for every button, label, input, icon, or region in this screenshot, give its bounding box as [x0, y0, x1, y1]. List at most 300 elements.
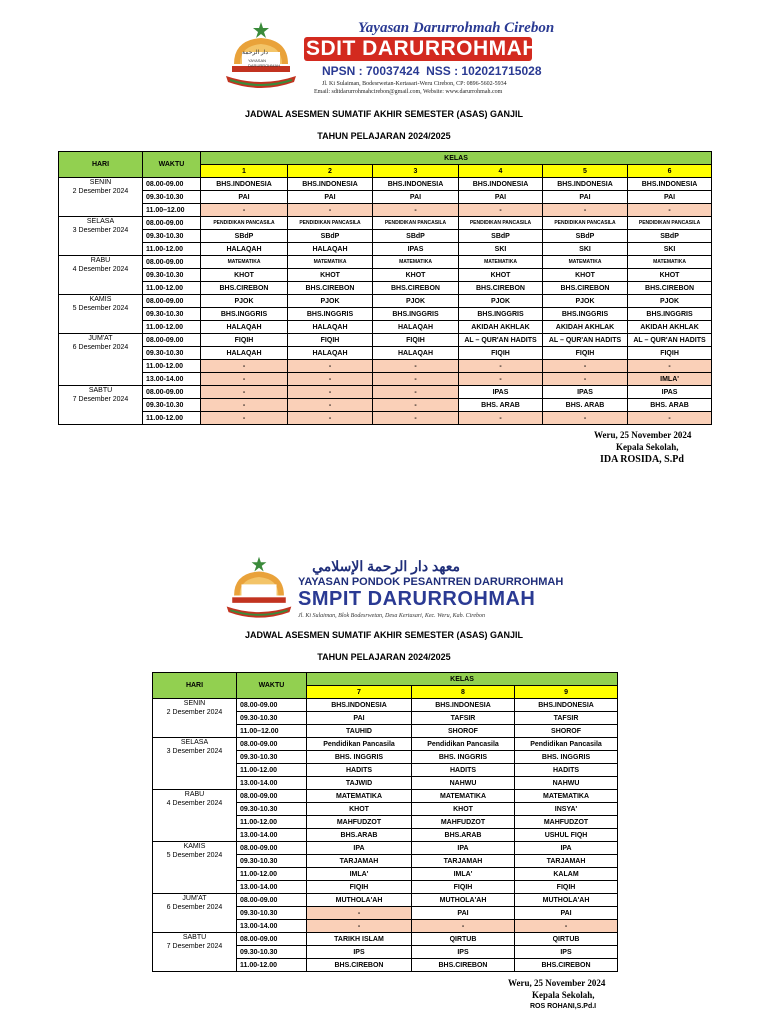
subject-cell: -: [459, 360, 543, 373]
time-slot: 13.00-14.00: [237, 777, 307, 790]
time-slot: 11.00-12.00: [237, 816, 307, 829]
subject-cell: BHS.INDONESIA: [201, 178, 288, 191]
subject-cell: -: [201, 386, 288, 399]
subject-cell: -: [628, 204, 712, 217]
time-slot: 13.00-14.00: [237, 920, 307, 933]
subject-cell: BHS.INDONESIA: [543, 178, 628, 191]
subject-cell: -: [288, 399, 373, 412]
day-name: SENIN: [89, 179, 112, 186]
sdit-foundation-name: Yayasan Darurrohmah Cirebon: [358, 20, 555, 36]
subject-cell: -: [201, 360, 288, 373]
subject-cell: MATEMATIKA: [412, 790, 515, 803]
day-name: JUM'AT: [182, 895, 207, 902]
time-slot: 11.00–12.00: [143, 204, 201, 217]
subject-cell: BHS. ARAB: [543, 399, 628, 412]
time-slot: 11.00–12.00: [237, 725, 307, 738]
day-name: RABU: [184, 791, 205, 798]
subject-cell: KHOT: [201, 269, 288, 282]
subject-cell: BHS.INDONESIA: [412, 699, 515, 712]
subject-cell: BHS.INGGRIS: [201, 308, 288, 321]
day-cell: [59, 295, 143, 334]
table-row: [59, 347, 712, 360]
subject-cell: -: [307, 907, 412, 920]
subject-cell: Pendidikan Pancasila: [412, 738, 515, 751]
subject-cell: MATEMATIKA: [543, 256, 628, 269]
subject-cell: NAHWU: [515, 777, 618, 790]
subject-cell: BHS.CIREBON: [307, 959, 412, 972]
subject-cell: TARJAMAH: [515, 855, 618, 868]
subject-cell: MATEMATIKA: [373, 256, 459, 269]
subject-cell: HALAQAH: [288, 321, 373, 334]
subject-cell: PAI: [373, 191, 459, 204]
smpit-year: TAHUN PELAJARAN 2024/2025: [317, 652, 451, 662]
subject-cell: QIRTUB: [515, 933, 618, 946]
sdit-logo-caption: YAYASAN DARURROHMAH: [248, 58, 280, 68]
subject-cell: MAHFUDZOT: [515, 816, 618, 829]
time-slot: 08.00-09.00: [143, 386, 201, 399]
day-name: SENIN: [183, 700, 206, 707]
subject-cell: -: [373, 386, 459, 399]
subject-cell: -: [373, 360, 459, 373]
subject-cell: IPAS: [373, 243, 459, 256]
time-slot: 08.00-09.00: [237, 933, 307, 946]
subject-cell: SBdP: [288, 230, 373, 243]
subject-cell: MATEMATIKA: [628, 256, 712, 269]
class-number: 7: [307, 686, 412, 699]
time-slot: 08.00-09.00: [143, 178, 201, 191]
subject-cell: SBdP: [543, 230, 628, 243]
header-waktu: WAKTU: [143, 152, 201, 178]
subject-cell: PENDIDIKAN PANCASILA: [459, 217, 543, 230]
subject-cell: PENDIDIKAN PANCASILA: [288, 217, 373, 230]
table-row: [153, 699, 618, 712]
subject-cell: BHS.CIREBON: [412, 959, 515, 972]
time-slot: 11.00-12.00: [237, 959, 307, 972]
sdit-schedule-table: [58, 151, 712, 425]
subject-cell: SHOROF: [412, 725, 515, 738]
subject-cell: KHOT: [628, 269, 712, 282]
sdit-npsn: NPSN : 70037424 NSS : 102021715028: [322, 64, 542, 78]
time-slot: 11.00-12.00: [143, 282, 201, 295]
subject-cell: BHS.ARAB: [307, 829, 412, 842]
time-slot: 09.30-10.30: [237, 855, 307, 868]
smpit-title: JADWAL ASESMEN SUMATIF AKHIR SEMESTER (ASAS) GANJIL: [244, 630, 523, 640]
subject-cell: HALAQAH: [201, 243, 288, 256]
day-date: 5 Desember 2024: [166, 852, 223, 859]
day-cell: [153, 842, 237, 894]
day-name: KAMIS: [183, 843, 206, 850]
subject-cell: PENDIDIKAN PANCASILA: [373, 217, 459, 230]
subject-cell: -: [307, 920, 412, 933]
time-slot: 08.00-09.00: [237, 738, 307, 751]
subject-cell: IPS: [307, 946, 412, 959]
day-name: SELASA: [180, 739, 209, 746]
day-date: 3 Desember 2024: [72, 227, 129, 234]
table-row: [59, 256, 712, 269]
table-row: [59, 334, 712, 347]
subject-cell: HALAQAH: [373, 321, 459, 334]
subject-cell: BHS.ARAB: [412, 829, 515, 842]
subject-cell: -: [543, 204, 628, 217]
table-row: [153, 933, 618, 946]
header-hari: HARI: [153, 673, 237, 699]
subject-cell: PJOK: [373, 295, 459, 308]
class-number: 3: [373, 165, 459, 178]
day-date: 7 Desember 2024: [72, 396, 129, 403]
subject-cell: PAI: [515, 907, 618, 920]
smpit-signer-name: ROS ROHANI,S.Pd.I: [530, 1003, 597, 1010]
time-slot: 08.00-09.00: [237, 842, 307, 855]
subject-cell: FIQIH: [307, 881, 412, 894]
subject-cell: -: [201, 412, 288, 425]
subject-cell: PENDIDIKAN PANCASILA: [543, 217, 628, 230]
sdit-year: TAHUN PELAJARAN 2024/2025: [317, 131, 451, 141]
subject-cell: -: [288, 360, 373, 373]
subject-cell: -: [628, 412, 712, 425]
subject-cell: PENDIDIKAN PANCASILA: [628, 217, 712, 230]
sdit-email: Email: sditdarurrohmahcirebon@gmail.com, Website: www.darurrohmah.com: [314, 89, 503, 95]
day-date: 4 Desember 2024: [166, 800, 223, 807]
subject-cell: FIQIH: [201, 334, 288, 347]
time-slot: 09.30-10.30: [237, 803, 307, 816]
subject-cell: PAI: [543, 191, 628, 204]
subject-cell: -: [373, 204, 459, 217]
subject-cell: AL – QUR'AN HADITS: [459, 334, 543, 347]
subject-cell: BHS.CIREBON: [628, 282, 712, 295]
subject-cell: PAI: [307, 712, 412, 725]
subject-cell: IPA: [307, 842, 412, 855]
sdit-title: JADWAL ASESMEN SUMATIF AKHIR SEMESTER (ASAS) GANJIL: [244, 109, 523, 119]
subject-cell: BHS.INGGRIS: [628, 308, 712, 321]
day-cell: [153, 894, 237, 933]
time-slot: 09.30-10.30: [143, 308, 201, 321]
table-row: [59, 282, 712, 295]
smpit-arabic-name: معهد دار الرحمة الإسلامي: [312, 558, 460, 574]
day-date: 6 Desember 2024: [166, 904, 223, 911]
subject-cell: IPAS: [628, 386, 712, 399]
header-waktu: WAKTU: [237, 673, 307, 699]
subject-cell: IPAS: [459, 386, 543, 399]
subject-cell: -: [288, 373, 373, 386]
class-number: 4: [459, 165, 543, 178]
subject-cell: HALAQAH: [201, 321, 288, 334]
header-hari: HARI: [59, 152, 143, 178]
sdit-logo-arabic: دار الرحمة: [242, 50, 269, 56]
time-slot: 13.00-14.00: [237, 829, 307, 842]
time-slot: 09.30-10.30: [143, 230, 201, 243]
subject-cell: HALAQAH: [288, 347, 373, 360]
time-slot: 11.00-12.00: [237, 868, 307, 881]
subject-cell: IPS: [412, 946, 515, 959]
subject-cell: PJOK: [459, 295, 543, 308]
day-cell: [153, 790, 237, 842]
subject-cell: HADITS: [307, 764, 412, 777]
subject-cell: BHS.INDONESIA: [628, 178, 712, 191]
day-cell: [153, 738, 237, 790]
subject-cell: -: [288, 204, 373, 217]
class-number: 2: [288, 165, 373, 178]
subject-cell: SKI: [628, 243, 712, 256]
subject-cell: -: [201, 399, 288, 412]
subject-cell: -: [628, 360, 712, 373]
time-slot: 11.00-12.00: [237, 764, 307, 777]
day-date: 4 Desember 2024: [72, 266, 129, 273]
day-name: JUM'AT: [88, 335, 113, 342]
subject-cell: KHOT: [459, 269, 543, 282]
subject-cell: FIQIH: [412, 881, 515, 894]
subject-cell: IMLA': [412, 868, 515, 881]
subject-cell: TAJWID: [307, 777, 412, 790]
day-date: 3 Desember 2024: [166, 748, 223, 755]
subject-cell: FIQIH: [373, 334, 459, 347]
subject-cell: HALAQAH: [373, 347, 459, 360]
time-slot: 09.30-10.30: [237, 907, 307, 920]
subject-cell: HALAQAH: [288, 243, 373, 256]
table-row: [59, 308, 712, 321]
subject-cell: -: [373, 373, 459, 386]
subject-cell: MATEMATIKA: [459, 256, 543, 269]
subject-cell: -: [201, 373, 288, 386]
subject-cell: BHS.INDONESIA: [459, 178, 543, 191]
subject-cell: SKI: [543, 243, 628, 256]
table-row: [153, 790, 618, 803]
smpit-signer-role: Kepala Sekolah,: [532, 990, 595, 1000]
table-row: [59, 204, 712, 217]
subject-cell: KHOT: [412, 803, 515, 816]
class-number: 9: [515, 686, 618, 699]
header-kelas: KELAS: [201, 152, 712, 165]
subject-cell: AKIDAH AKHLAK: [628, 321, 712, 334]
subject-cell: PAI: [459, 191, 543, 204]
day-cell: [153, 699, 237, 738]
table-row: [153, 842, 618, 855]
table-row: [59, 217, 712, 230]
subject-cell: BHS.INDONESIA: [307, 699, 412, 712]
day-cell: [59, 334, 143, 386]
day-name: KAMIS: [89, 296, 112, 303]
table-row: [59, 399, 712, 412]
subject-cell: TAFSIR: [515, 712, 618, 725]
subject-cell: -: [288, 412, 373, 425]
day-date: 6 Desember 2024: [72, 344, 129, 351]
subject-cell: MATEMATIKA: [307, 790, 412, 803]
subject-cell: MATEMATIKA: [288, 256, 373, 269]
subject-cell: BHS.INDONESIA: [515, 699, 618, 712]
subject-cell: FIQIH: [288, 334, 373, 347]
subject-cell: PAI: [201, 191, 288, 204]
subject-cell: IMLA': [307, 868, 412, 881]
day-date: 7 Desember 2024: [166, 943, 223, 950]
time-slot: 11.00-12.00: [143, 243, 201, 256]
subject-cell: -: [543, 412, 628, 425]
subject-cell: BHS.CIREBON: [515, 959, 618, 972]
subject-cell: BHS.CIREBON: [288, 282, 373, 295]
subject-cell: -: [459, 204, 543, 217]
time-slot: 13.00-14.00: [237, 881, 307, 894]
day-date: 2 Desember 2024: [166, 709, 223, 716]
subject-cell: IPS: [515, 946, 618, 959]
subject-cell: -: [515, 920, 618, 933]
subject-cell: MUTHOLA'AH: [515, 894, 618, 907]
subject-cell: MUTHOLA'AH: [412, 894, 515, 907]
smpit-logo-icon: [220, 553, 298, 625]
subject-cell: PAI: [288, 191, 373, 204]
subject-cell: BHS.INGGRIS: [373, 308, 459, 321]
subject-cell: AKIDAH AKHLAK: [459, 321, 543, 334]
time-slot: 11.00-12.00: [143, 321, 201, 334]
time-slot: 08.00-09.00: [143, 256, 201, 269]
time-slot: 09.30-10.30: [143, 269, 201, 282]
smpit-place-date: Weru, 25 November 2024: [508, 978, 606, 988]
subject-cell: HADITS: [515, 764, 618, 777]
time-slot: 09.30-10.30: [143, 347, 201, 360]
subject-cell: BHS. INGGRIS: [515, 751, 618, 764]
time-slot: 09.30-10.30: [237, 712, 307, 725]
smpit-foundation-name: YAYASAN PONDOK PESANTREN DARURROHMAH: [298, 576, 564, 588]
subject-cell: SBdP: [628, 230, 712, 243]
subject-cell: USHUL FIQH: [515, 829, 618, 842]
sdit-school-name: SDIT DARURROHMAH: [306, 37, 538, 60]
class-number: 5: [543, 165, 628, 178]
sdit-logo-icon: [220, 18, 302, 96]
time-slot: 09.30-10.30: [143, 191, 201, 204]
subject-cell: FIQIH: [515, 881, 618, 894]
smpit-school-name: SMPIT DARURROHMAH: [298, 588, 536, 610]
subject-cell: PAI: [628, 191, 712, 204]
subject-cell: HADITS: [412, 764, 515, 777]
day-name: SABTU: [182, 934, 207, 941]
subject-cell: QIRTUB: [412, 933, 515, 946]
table-row: [59, 321, 712, 334]
time-slot: 11.00-12.00: [143, 360, 201, 373]
table-row: [59, 191, 712, 204]
subject-cell: IPA: [412, 842, 515, 855]
subject-cell: Pendidikan Pancasila: [515, 738, 618, 751]
subject-cell: MUTHOLA'AH: [307, 894, 412, 907]
day-date: 2 Desember 2024: [72, 188, 129, 195]
subject-cell: PJOK: [288, 295, 373, 308]
subject-cell: SBdP: [373, 230, 459, 243]
subject-cell: IPA: [515, 842, 618, 855]
subject-cell: SKI: [459, 243, 543, 256]
subject-cell: MATEMATIKA: [201, 256, 288, 269]
smpit-schedule-table: [152, 672, 618, 972]
table-row: [59, 360, 712, 373]
subject-cell: BHS.INGGRIS: [543, 308, 628, 321]
subject-cell: -: [373, 412, 459, 425]
time-slot: 09.30-10.30: [237, 751, 307, 764]
subject-cell: -: [543, 360, 628, 373]
subject-cell: -: [373, 399, 459, 412]
table-row: [153, 894, 618, 907]
subject-cell: BHS.CIREBON: [201, 282, 288, 295]
table-row: [59, 243, 712, 256]
subject-cell: -: [543, 373, 628, 386]
subject-cell: MAHFUDZOT: [412, 816, 515, 829]
time-slot: 08.00-09.00: [237, 699, 307, 712]
subject-cell: BHS.INDONESIA: [373, 178, 459, 191]
subject-cell: KHOT: [288, 269, 373, 282]
subject-cell: INSYA': [515, 803, 618, 816]
subject-cell: SBdP: [459, 230, 543, 243]
subject-cell: SBdP: [201, 230, 288, 243]
subject-cell: TARJAMAH: [412, 855, 515, 868]
day-cell: [59, 386, 143, 425]
subject-cell: FIQIH: [459, 347, 543, 360]
subject-cell: MATEMATIKA: [515, 790, 618, 803]
table-row: [153, 738, 618, 751]
subject-cell: Pendidikan Pancasila: [307, 738, 412, 751]
subject-cell: KHOT: [307, 803, 412, 816]
table-row: [59, 386, 712, 399]
time-slot: 08.00-09.00: [143, 217, 201, 230]
subject-cell: -: [201, 204, 288, 217]
subject-cell: BHS. INGGRIS: [307, 751, 412, 764]
day-cell: [59, 178, 143, 217]
sdit-address: Jl. Ki Sulaiman, Bodesrwetan-Kertasari-Weru Cirebon, CP: 0896-5602-5934: [322, 81, 507, 87]
subject-cell: TARJAMAH: [307, 855, 412, 868]
subject-cell: BHS. INGGRIS: [412, 751, 515, 764]
header-kelas: KELAS: [307, 673, 618, 686]
time-slot: 08.00-09.00: [237, 894, 307, 907]
subject-cell: KHOT: [373, 269, 459, 282]
subject-cell: KHOT: [543, 269, 628, 282]
table-row: [59, 230, 712, 243]
time-slot: 13.00-14.00: [143, 373, 201, 386]
subject-cell: BHS. ARAB: [628, 399, 712, 412]
day-name: RABU: [90, 257, 111, 264]
subject-cell: BHS.CIREBON: [373, 282, 459, 295]
subject-cell: FIQIH: [543, 347, 628, 360]
subject-cell: PJOK: [628, 295, 712, 308]
sdit-signer-name: IDA ROSIDA, S.Pd: [600, 454, 684, 465]
subject-cell: -: [459, 412, 543, 425]
subject-cell: FIQIH: [628, 347, 712, 360]
subject-cell: BHS.CIREBON: [459, 282, 543, 295]
table-row: [59, 373, 712, 386]
day-cell: [59, 256, 143, 295]
sdit-place-date: Weru, 25 November 2024: [594, 430, 692, 440]
time-slot: 09.30-10.30: [143, 399, 201, 412]
class-number: 1: [201, 165, 288, 178]
class-number: 8: [412, 686, 515, 699]
subject-cell: AL – QUR'AN HADITS: [628, 334, 712, 347]
day-cell: [59, 217, 143, 256]
smpit-address: Jl. Ki Sulaiman, Blok Bodesrwetan, Desa Kertasari, Kec. Weru, Kab. Cirebon: [298, 613, 486, 619]
subject-cell: -: [288, 386, 373, 399]
subject-cell: PJOK: [543, 295, 628, 308]
time-slot: 11.00-12.00: [143, 412, 201, 425]
subject-cell: AL – QUR'AN HADITS: [543, 334, 628, 347]
subject-cell: BHS.INDONESIA: [288, 178, 373, 191]
subject-cell: HALAQAH: [201, 347, 288, 360]
sdit-signer-role: Kepala Sekolah,: [616, 442, 679, 452]
subject-cell: TAFSIR: [412, 712, 515, 725]
subject-cell: BHS.CIREBON: [543, 282, 628, 295]
table-row: [59, 269, 712, 282]
subject-cell: TARIKH ISLAM: [307, 933, 412, 946]
time-slot: 09.30-10.30: [237, 946, 307, 959]
time-slot: 08.00-09.00: [143, 295, 201, 308]
subject-cell: NAHWU: [412, 777, 515, 790]
subject-cell: TAUHID: [307, 725, 412, 738]
day-cell: [153, 933, 237, 972]
table-row: [59, 178, 712, 191]
subject-cell: BHS. ARAB: [459, 399, 543, 412]
subject-cell: IMLA': [628, 373, 712, 386]
subject-cell: PJOK: [201, 295, 288, 308]
subject-cell: -: [412, 920, 515, 933]
